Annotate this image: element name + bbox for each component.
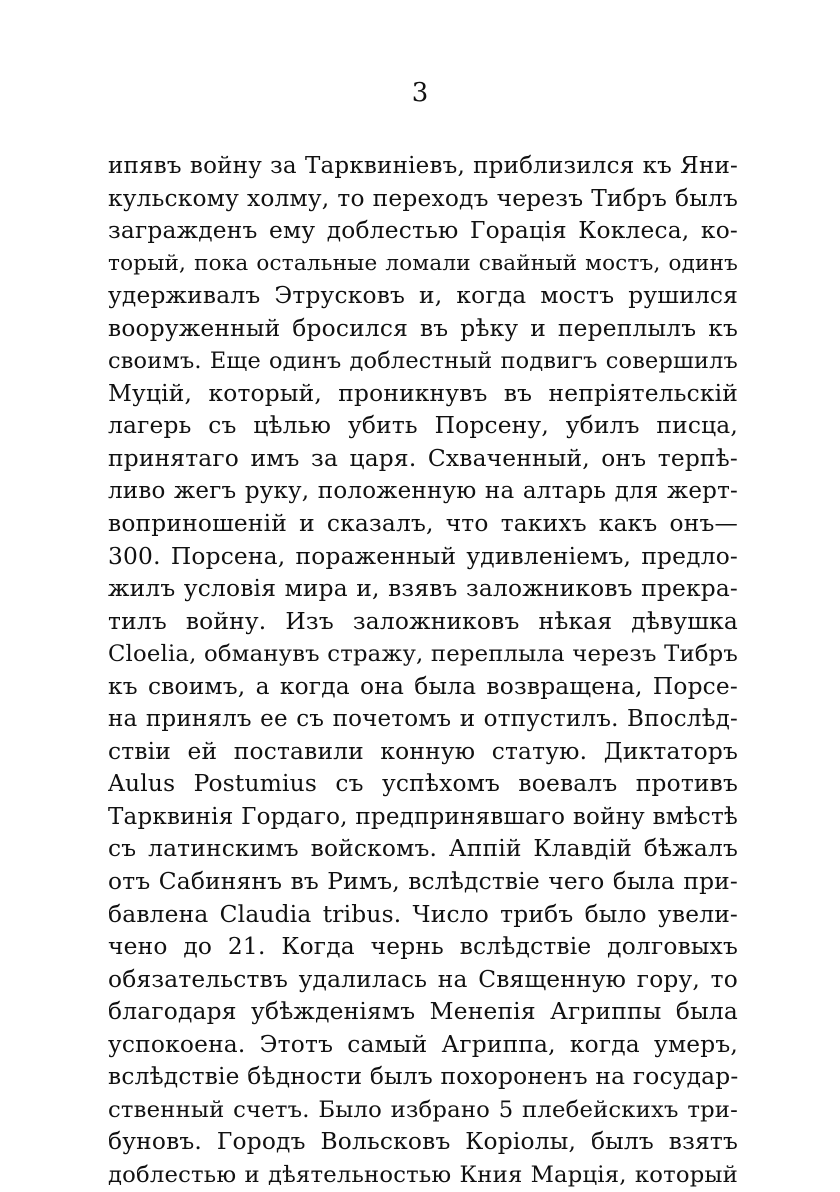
text-line: отъ Сабинянъ въ Римъ, вслѣдствіе чего была при- [108, 868, 738, 896]
text-line: Cloelia, обманувъ стражу, переплыла черезъ Тибръ [108, 641, 738, 668]
text-line: Муцій, который, проникнувъ въ непріятельскій [108, 379, 738, 407]
text-line: принятаго имъ за царя. Схваченный, онъ терпѣ- [108, 444, 738, 472]
text-line: чено до 21. Когда чернь вслѣдствіе долговыхъ [108, 933, 738, 961]
text-line: вооруженный бросился въ рѣку и переплылъ къ [108, 314, 738, 342]
text-line: вслѣдствіе бѣдности былъ похороненъ на государ- [108, 1063, 738, 1091]
text-line: жилъ условія мира и, взявъ заложниковъ прекра- [108, 575, 738, 603]
text-line: благодаря убѣжденіямъ Менепія Агриппы была [108, 998, 738, 1026]
text-line: успокоена. Этотъ самый Агриппа, когда умеръ, [108, 1030, 738, 1058]
text-line: тилъ войну. Изъ заложниковъ нѣкая дѣвушка [108, 607, 738, 635]
text-line: Aulus Postumius съ успѣхомъ воевалъ противъ [108, 770, 738, 798]
text-line: ственный счетъ. Было избрано 5 плебейскихъ три- [108, 1096, 738, 1123]
text-line: съ латинскимъ войскомъ. Аппій Клавдій бѣжалъ [108, 835, 738, 863]
text-line: ипявъ войну за Тарквиніевъ, приблизился къ Яни- [108, 153, 738, 179]
text-line: обязательствъ удалилась на Священную гору, то [108, 965, 738, 993]
text-line: доблестью и дѣятельностью Кния Марція, который [108, 1161, 738, 1188]
text-line: ствіи ей поставили конную статую. Диктаторъ [108, 737, 738, 765]
text-line: лагерь съ цѣлью убить Порсену, убилъ писца, [108, 412, 738, 440]
page-number: 3 [411, 78, 429, 108]
text-line: ливо жегъ руку, положенную на алтарь для жерт- [108, 478, 738, 505]
text-line: своимъ. Еще одинъ доблестный подвигъ совершилъ [108, 348, 738, 375]
text-line: буновъ. Городъ Вольсковъ Коріолы, былъ взятъ [108, 1128, 738, 1156]
text-line: на принялъ ее съ почетомъ и отпустилъ. Впослѣд- [108, 706, 738, 733]
text-line: воприношеній и сказалъ, что такихъ какъ онъ— [108, 510, 738, 538]
text-line: къ своимъ, а когда она была возвращена, Порсе- [108, 672, 738, 700]
text-line: кульскому холму, то переходъ черезъ Тибръ былъ [108, 184, 738, 212]
text-line: удерживалъ Этрусковъ и, когда мостъ рушился [108, 282, 738, 310]
text-line: Тарквинія Гордаго, предпринявшаго войну вмѣстѣ [108, 803, 738, 830]
text-line: 300. Порсена, пораженный удивленіемъ, предло- [108, 542, 738, 570]
text-line: торый, пока остальные ломали свайный мостъ, одинъ [108, 250, 738, 276]
body-text [108, 150, 738, 1192]
text-line: бавлена Claudia tribus. Число трибъ было увели- [108, 900, 738, 928]
text-line: загражденъ ему доблестью Горація Коклеса, ко- [108, 217, 738, 245]
